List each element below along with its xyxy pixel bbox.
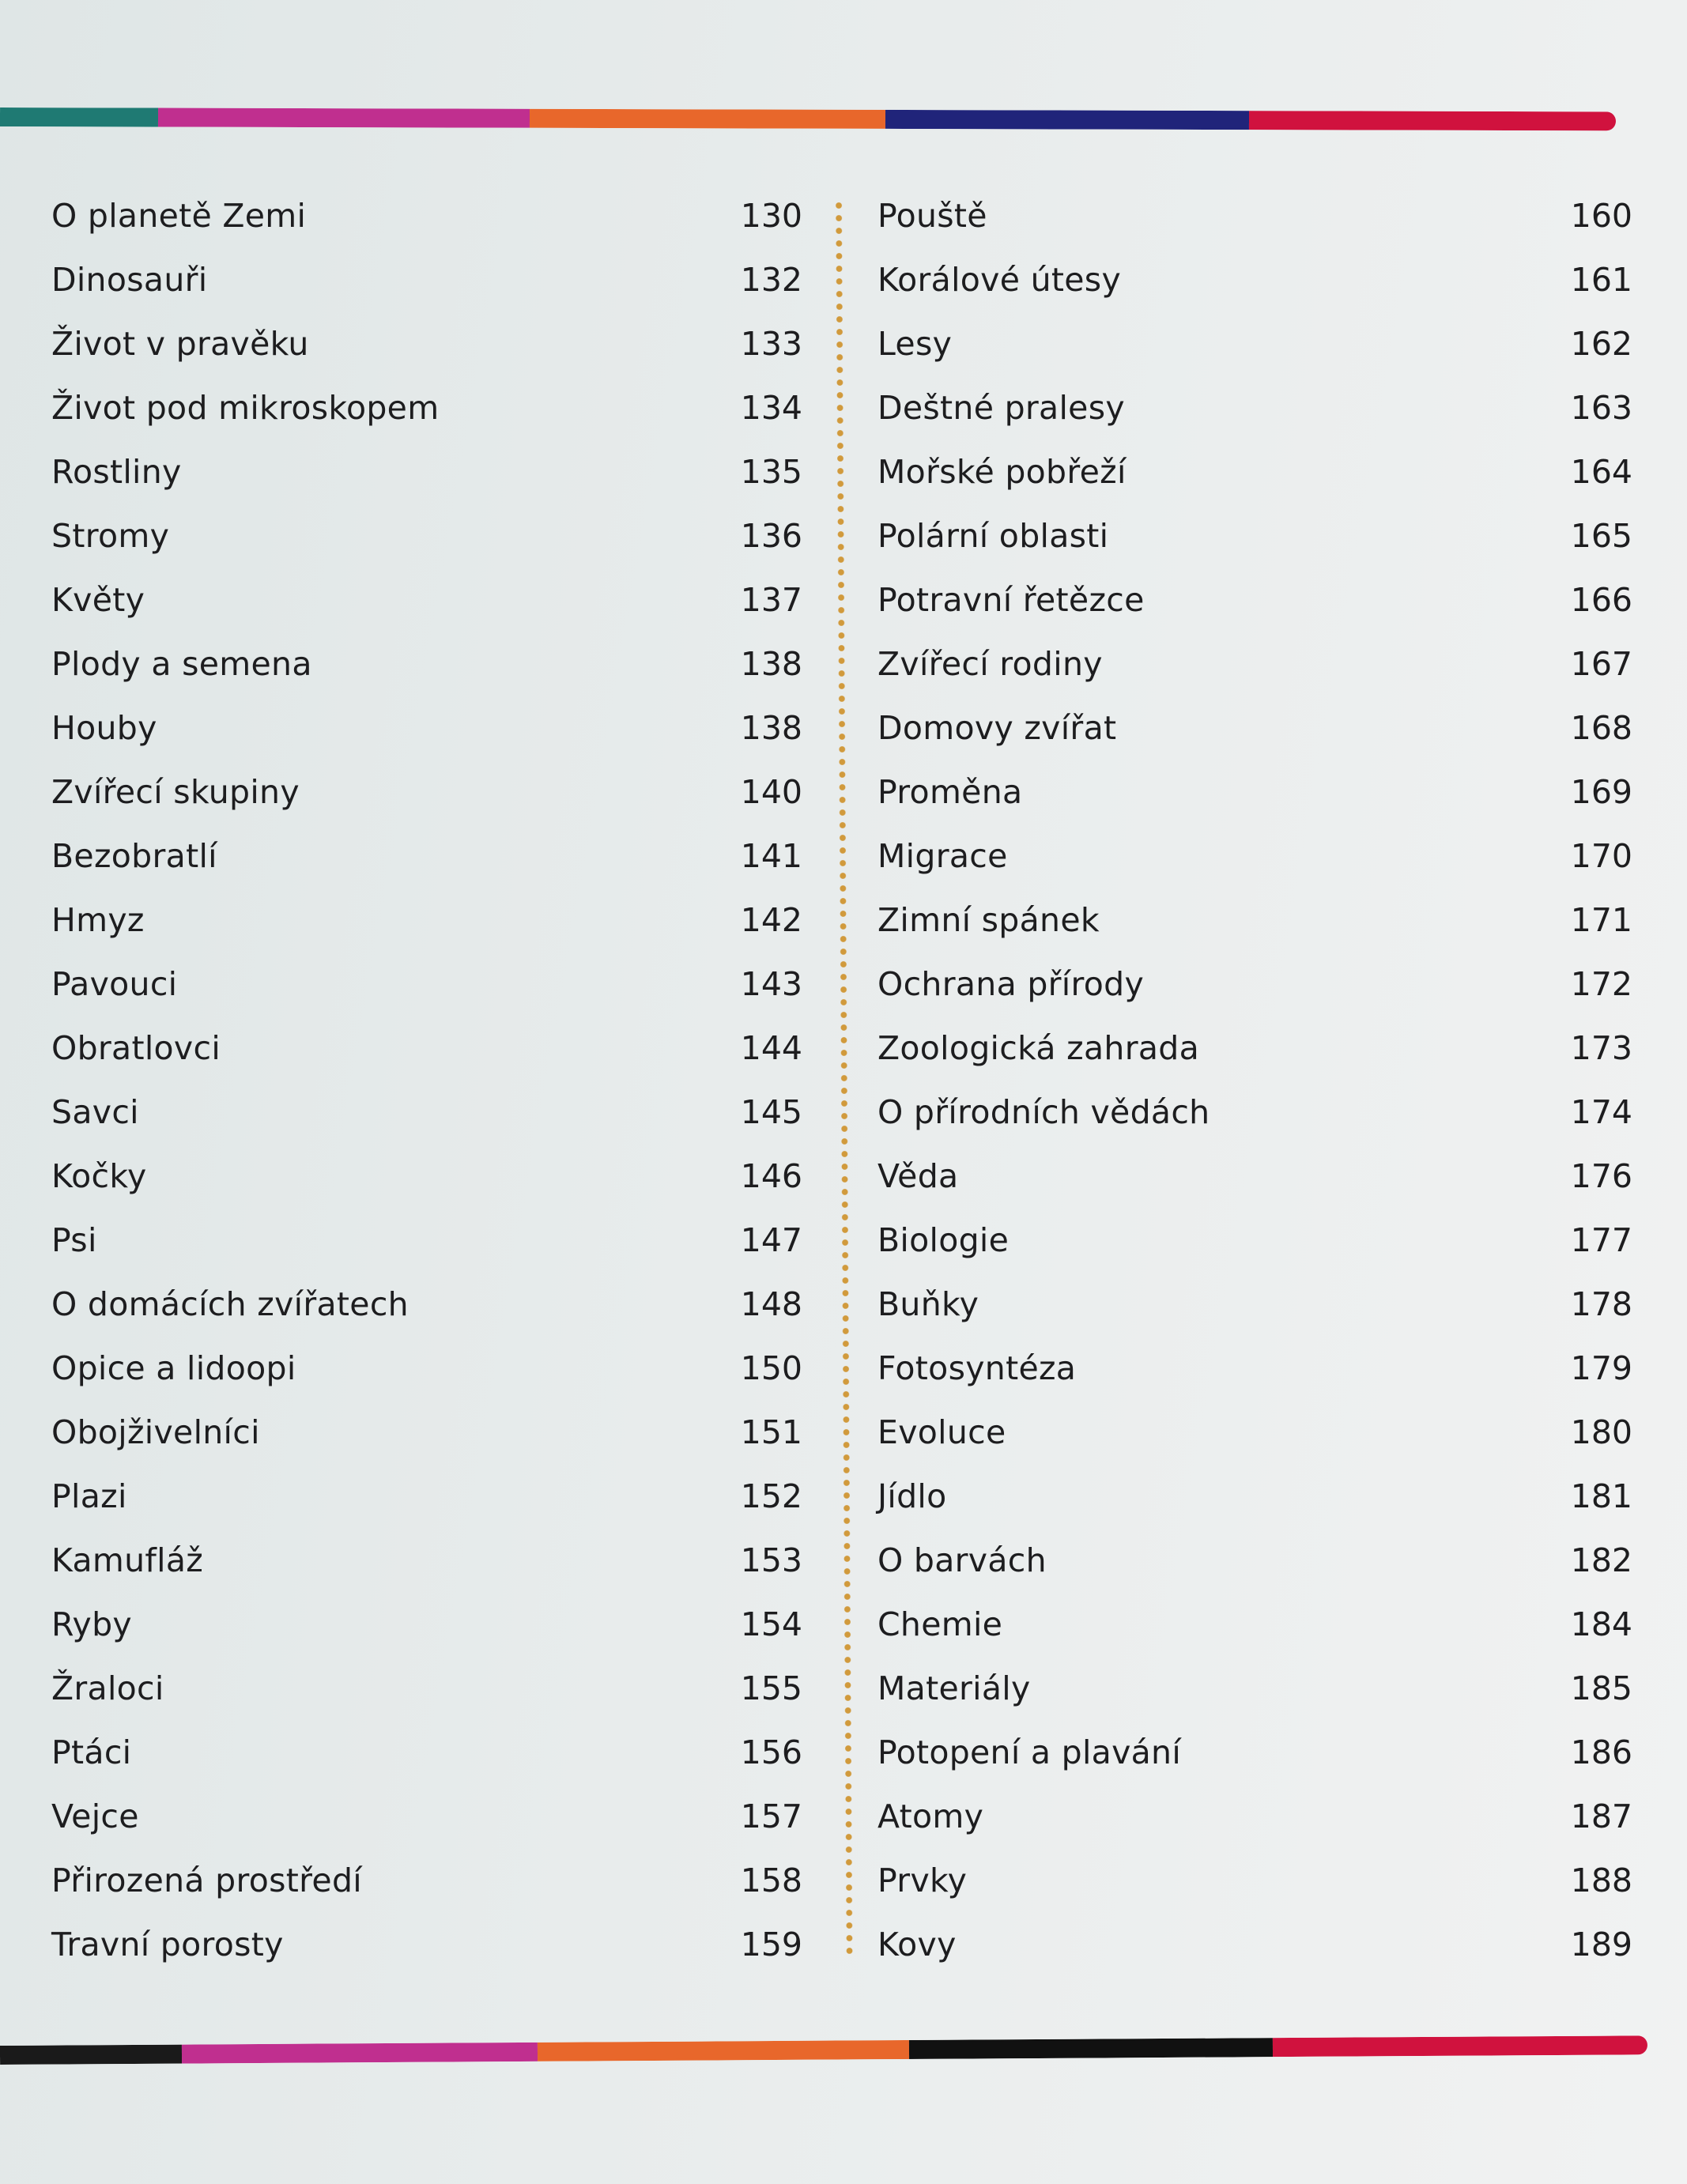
entry-title: Domovy zvířat: [877, 708, 1117, 747]
entry-title: Biologie: [877, 1220, 1010, 1259]
toc-entry[interactable]: [51, 375, 802, 439]
toc-entry[interactable]: [877, 1272, 1632, 1336]
entry-page-number: 185: [1570, 1669, 1632, 1707]
entry-page-number: 172: [1570, 964, 1632, 1003]
toc-entry[interactable]: [51, 1656, 802, 1720]
entry-page-number: 186: [1570, 1733, 1632, 1771]
entry-title: Potopení a plavání: [877, 1733, 1182, 1771]
entry-page-number: 136: [740, 516, 802, 555]
toc-left-column: [51, 183, 802, 1976]
entry-title: Evoluce: [877, 1413, 1006, 1451]
stripe-segment: [158, 108, 530, 128]
toc-entry[interactable]: [51, 952, 802, 1016]
entry-title: Kočky: [51, 1156, 147, 1195]
entry-page-number: 147: [740, 1220, 802, 1259]
entry-title: Rostliny: [51, 452, 182, 491]
entry-page-number: 178: [1570, 1284, 1632, 1323]
entry-title: Potravní řetězce: [877, 580, 1145, 619]
entry-title: Obratlovci: [51, 1028, 221, 1067]
entry-title: Žraloci: [51, 1669, 164, 1707]
entry-title: Opice a lidoopi: [51, 1348, 296, 1387]
entry-title: Buňky: [877, 1284, 979, 1323]
entry-page-number: 143: [740, 964, 802, 1003]
toc-entry[interactable]: [877, 1528, 1632, 1592]
toc-entry[interactable]: [51, 183, 802, 247]
entry-page-number: 155: [740, 1669, 802, 1707]
entry-page-number: 169: [1570, 772, 1632, 811]
toc-entry[interactable]: [51, 888, 802, 952]
entry-title: Zimní spánek: [877, 900, 1100, 939]
entry-page-number: 173: [1570, 1028, 1632, 1067]
entry-title: O přírodních vědách: [877, 1092, 1210, 1131]
entry-page-number: 144: [740, 1028, 802, 1067]
toc-entry[interactable]: [877, 888, 1632, 952]
stripe-segment: [0, 108, 158, 127]
entry-title: Zvířecí rodiny: [877, 644, 1103, 683]
entry-page-number: 164: [1570, 452, 1632, 491]
toc-entry[interactable]: [877, 632, 1632, 696]
toc-right-column: [877, 183, 1632, 1976]
toc-entry[interactable]: [51, 1272, 802, 1336]
entry-title: Obojživelníci: [51, 1413, 260, 1451]
entry-page-number: 174: [1570, 1092, 1632, 1131]
entry-page-number: 171: [1570, 900, 1632, 939]
stripe-segment: [1273, 2035, 1647, 2057]
entry-page-number: 168: [1570, 708, 1632, 747]
entry-page-number: 188: [1570, 1861, 1632, 1899]
entry-title: Dinosauři: [51, 260, 208, 299]
entry-page-number: 154: [740, 1605, 802, 1643]
toc-entry[interactable]: [51, 1400, 802, 1464]
toc-entry[interactable]: [51, 1336, 802, 1400]
entry-title: Lesy: [877, 324, 953, 363]
toc-entry[interactable]: [51, 760, 802, 824]
toc-entry[interactable]: [877, 311, 1632, 375]
toc-entry[interactable]: [51, 1592, 802, 1656]
entry-page-number: 162: [1570, 324, 1632, 363]
entry-title: Kamufláž: [51, 1541, 204, 1579]
toc-entry[interactable]: [877, 1784, 1632, 1848]
toc-entry[interactable]: [877, 760, 1632, 824]
entry-title: Fotosyntéza: [877, 1348, 1077, 1387]
toc-entry[interactable]: [877, 183, 1632, 247]
entry-title: Stromy: [51, 516, 170, 555]
toc-entry[interactable]: [51, 1528, 802, 1592]
entry-title: Polární oblasti: [877, 516, 1109, 555]
entry-page-number: 130: [740, 196, 802, 235]
entry-page-number: 153: [740, 1541, 802, 1579]
entry-page-number: 140: [740, 772, 802, 811]
top-color-stripe: [0, 108, 1616, 130]
entry-title: Plazi: [51, 1477, 127, 1515]
entry-title: Ryby: [51, 1605, 132, 1643]
entry-title: Květy: [51, 580, 145, 619]
entry-title: Život pod mikroskopem: [51, 388, 440, 427]
entry-title: Zvířecí skupiny: [51, 772, 300, 811]
entry-page-number: 166: [1570, 580, 1632, 619]
entry-page-number: 184: [1570, 1605, 1632, 1643]
entry-page-number: 160: [1570, 196, 1632, 235]
entry-title: Kovy: [877, 1925, 957, 1963]
entry-page-number: 138: [740, 708, 802, 747]
entry-title: Travní porosty: [51, 1925, 284, 1963]
entry-title: Chemie: [877, 1605, 1003, 1643]
entry-page-number: 165: [1570, 516, 1632, 555]
entry-title: O domácích zvířatech: [51, 1284, 409, 1323]
toc-entry[interactable]: [877, 1016, 1632, 1080]
toc-entry[interactable]: [51, 1784, 802, 1848]
entry-title: Mořské pobřeží: [877, 452, 1127, 491]
toc-entry[interactable]: [877, 1400, 1632, 1464]
toc-entry[interactable]: [877, 1208, 1632, 1272]
entry-page-number: 177: [1570, 1220, 1632, 1259]
entry-page-number: 152: [740, 1477, 802, 1515]
entry-title: Savci: [51, 1092, 139, 1131]
entry-page-number: 137: [740, 580, 802, 619]
entry-title: Vejce: [51, 1797, 139, 1835]
entry-page-number: 182: [1570, 1541, 1632, 1579]
entry-page-number: 157: [740, 1797, 802, 1835]
entry-page-number: 151: [740, 1413, 802, 1451]
entry-title: Korálové útesy: [877, 260, 1122, 299]
entry-page-number: 141: [740, 836, 802, 875]
toc-entry[interactable]: [877, 1464, 1632, 1528]
entry-page-number: 170: [1570, 836, 1632, 875]
entry-page-number: 145: [740, 1092, 802, 1131]
toc-entry[interactable]: [51, 1208, 802, 1272]
toc-entry[interactable]: [51, 439, 802, 504]
toc-entry[interactable]: [877, 568, 1632, 632]
toc-entry[interactable]: [877, 1592, 1632, 1656]
entry-title: Přirozená prostředí: [51, 1861, 362, 1899]
toc-entry[interactable]: [51, 1720, 802, 1784]
entry-page-number: 135: [740, 452, 802, 491]
entry-title: Proměna: [877, 772, 1023, 811]
entry-title: Materiály: [877, 1669, 1031, 1707]
entry-page-number: 176: [1570, 1156, 1632, 1195]
entry-title: Bezobratlí: [51, 836, 217, 875]
toc-entry[interactable]: [51, 568, 802, 632]
entry-title: Migrace: [877, 836, 1008, 875]
entry-page-number: 133: [740, 324, 802, 363]
entry-title: O planetě Zemi: [51, 196, 307, 235]
entry-page-number: 159: [740, 1925, 802, 1963]
toc-entry[interactable]: [877, 1656, 1632, 1720]
entry-title: Atomy: [877, 1797, 984, 1835]
dotted-column-divider: [835, 199, 854, 1954]
entry-page-number: 187: [1570, 1797, 1632, 1835]
toc-entry[interactable]: [877, 1336, 1632, 1400]
toc-entry[interactable]: [877, 504, 1632, 568]
entry-title: Hmyz: [51, 900, 145, 939]
toc-entry[interactable]: [51, 824, 802, 888]
entry-title: Věda: [877, 1156, 959, 1195]
entry-page-number: 156: [740, 1733, 802, 1771]
stripe-segment: [530, 109, 885, 129]
entry-title: Houby: [51, 708, 157, 747]
toc-entry[interactable]: [51, 311, 802, 375]
bottom-color-stripe: [0, 2035, 1647, 2065]
entry-title: Ochrana přírody: [877, 964, 1145, 1003]
entry-page-number: 148: [740, 1284, 802, 1323]
toc-entry[interactable]: [877, 1080, 1632, 1144]
toc-entry[interactable]: [51, 504, 802, 568]
toc-entry[interactable]: [51, 1848, 802, 1912]
entry-page-number: 138: [740, 644, 802, 683]
toc-entry[interactable]: [51, 1144, 802, 1208]
stripe-segment: [1249, 111, 1616, 130]
entry-title: Pouště: [877, 196, 987, 235]
entry-page-number: 142: [740, 900, 802, 939]
stripe-segment: [0, 2045, 182, 2065]
toc-entry[interactable]: [877, 1848, 1632, 1912]
entry-title: Prvky: [877, 1861, 968, 1899]
entry-title: Plody a semena: [51, 644, 312, 683]
stripe-segment: [909, 2038, 1273, 2059]
toc-entry[interactable]: [877, 1912, 1632, 1976]
toc-entry[interactable]: [877, 696, 1632, 760]
entry-page-number: 134: [740, 388, 802, 427]
toc-entry[interactable]: [877, 952, 1632, 1016]
entry-title: O barvách: [877, 1541, 1047, 1579]
stripe-segment: [182, 2043, 538, 2064]
toc-entry[interactable]: [51, 632, 802, 696]
toc-entry[interactable]: [51, 1464, 802, 1528]
entry-title: Deštné pralesy: [877, 388, 1125, 427]
entry-title: Ptáci: [51, 1733, 132, 1771]
entry-page-number: 161: [1570, 260, 1632, 299]
entry-page-number: 180: [1570, 1413, 1632, 1451]
toc-entry[interactable]: [877, 375, 1632, 439]
entry-page-number: 163: [1570, 388, 1632, 427]
entry-page-number: 132: [740, 260, 802, 299]
stripe-segment: [538, 2040, 909, 2061]
entry-title: Život v pravěku: [51, 324, 309, 363]
entry-title: Jídlo: [877, 1477, 947, 1515]
toc-entry[interactable]: [877, 1720, 1632, 1784]
entry-page-number: 189: [1570, 1925, 1632, 1963]
entry-title: Pavouci: [51, 964, 178, 1003]
toc-entry[interactable]: [51, 696, 802, 760]
toc-entry[interactable]: [877, 824, 1632, 888]
toc-entry[interactable]: [877, 247, 1632, 311]
entry-page-number: 150: [740, 1348, 802, 1387]
entry-page-number: 167: [1570, 644, 1632, 683]
stripe-segment: [885, 110, 1249, 130]
entry-page-number: 146: [740, 1156, 802, 1195]
toc-entry[interactable]: [877, 1144, 1632, 1208]
entry-page-number: 181: [1570, 1477, 1632, 1515]
entry-title: Zoologická zahrada: [877, 1028, 1200, 1067]
entry-page-number: 158: [740, 1861, 802, 1899]
toc-entry[interactable]: [51, 1912, 802, 1976]
toc-entry[interactable]: [51, 247, 802, 311]
entry-title: Psi: [51, 1220, 97, 1259]
toc-entry[interactable]: [877, 439, 1632, 504]
entry-page-number: 179: [1570, 1348, 1632, 1387]
toc-entry[interactable]: [51, 1080, 802, 1144]
toc-entry[interactable]: [51, 1016, 802, 1080]
